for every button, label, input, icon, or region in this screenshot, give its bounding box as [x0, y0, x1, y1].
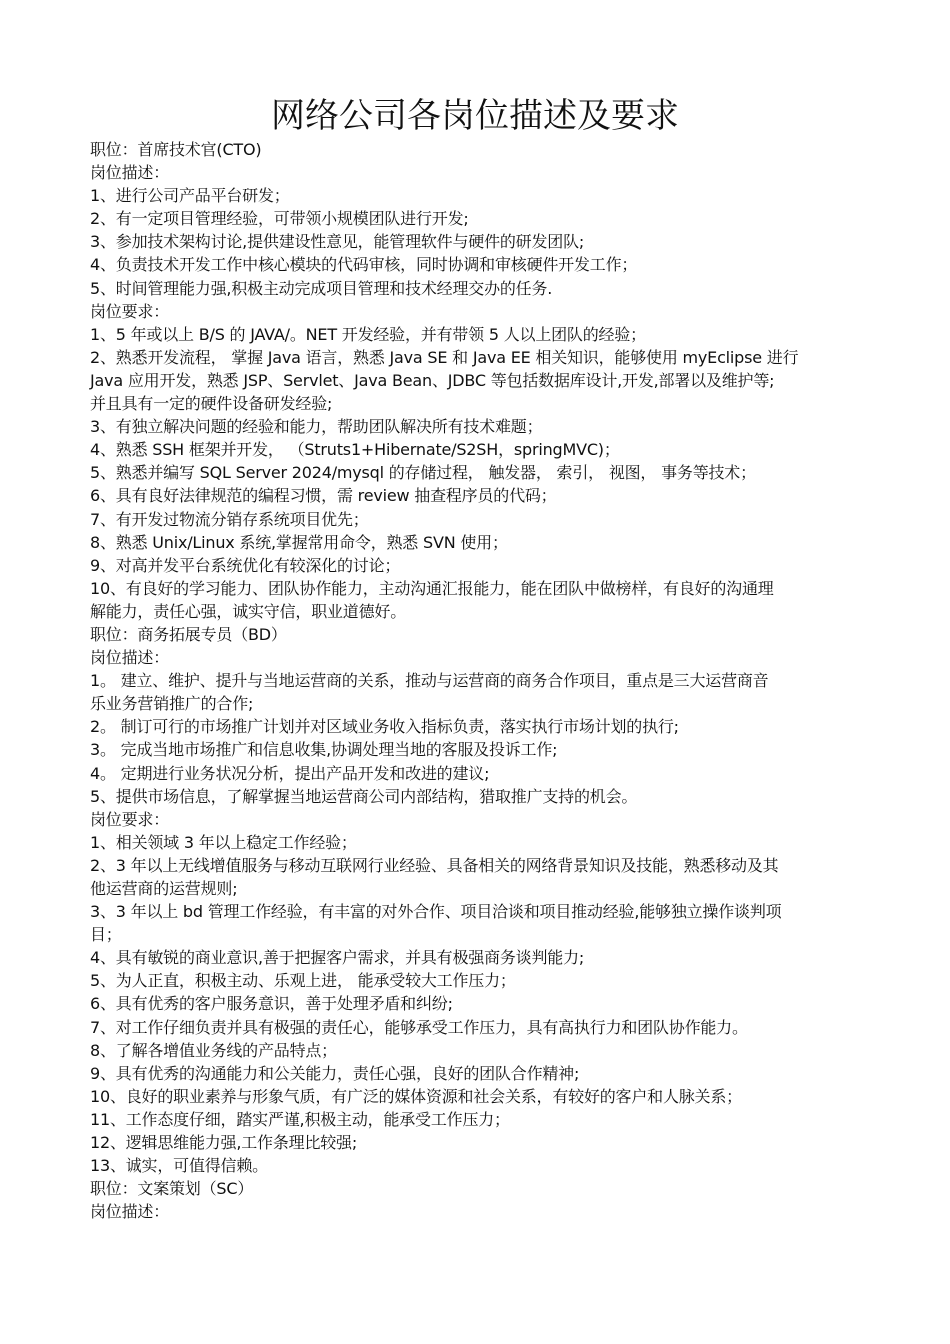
- text-line: 3。 完成当地市场推广和信息收集,协调处理当地的客服及投诉工作;: [90, 740, 558, 760]
- text-line: 10、良好的职业素养与形象气质，有广泛的媒体资源和社会关系，有较好的客户和人脉关系；: [90, 1086, 742, 1106]
- text-line: 岗位要求：: [90, 301, 170, 321]
- text-line: 2。 制订可行的市场推广计划并对区域业务收入指标负责，落实执行市场计划的执行;: [90, 717, 679, 737]
- text-line: 1、5 年或以上 B/S 的 JAVA/。NET 开发经验，并有带领 5 人以上团队的经验；: [90, 324, 646, 344]
- text-line: 8、熟悉 Unix/Linux 系统,掌握常用命令，熟悉 SVN 使用；: [90, 532, 508, 552]
- text-line: 2、熟悉开发流程， 掌握 Java 语言，熟悉 Java SE 和 Java EE 相关知识，能够使用 myEclipse 进行: [90, 347, 799, 367]
- text-line: 4、熟悉 SSH 框架并开发， （Struts1+Hibernate/S2SH，springMVC)；: [90, 440, 620, 460]
- text-line: 职位：首席技术官(CTO): [90, 140, 262, 159]
- text-line: 9、具有优秀的沟通能力和公关能力，责任心强，良好的团队合作精神;: [90, 1063, 580, 1083]
- text-line: 10、有良好的学习能力、团队协作能力，主动沟通汇报能力，能在团队中做榜样，有良好的沟通理: [90, 578, 774, 598]
- text-line: 13、诚实，可值得信赖。: [90, 1156, 268, 1176]
- text-line: 4、具有敏锐的商业意识,善于把握客户需求，并具有极强商务谈判能力;: [90, 948, 585, 968]
- text-line: 3、参加技术架构讨论,提供建设性意见，能管理软件与硬件的研发团队;: [90, 232, 585, 252]
- text-line: Java 应用开发，熟悉 JSP、Servlet、Java Bean、JDBC 等包括数据库设计,开发,部署以及维护等;: [90, 370, 775, 390]
- text-line: 7、有开发过物流分销存系统项目优先；: [90, 509, 369, 529]
- text-line: 3、3 年以上 bd 管理工作经验，有丰富的对外合作、项目洽谈和项目推动经验,能够独立操作谈判项: [90, 902, 782, 922]
- text-line: 岗位描述：: [90, 648, 170, 668]
- text-line: 5、提供市场信息，了解掌握当地运营商公司内部结构，猎取推广支持的机会。: [90, 786, 638, 806]
- text-line: 4、负责技术开发工作中核心模块的代码审核，同时协调和审核硬件开发工作；: [90, 255, 638, 275]
- document-title: 网络公司各岗位描述及要求: [271, 96, 679, 136]
- text-line: 岗位描述：: [90, 1202, 170, 1222]
- text-line: 岗位描述：: [90, 163, 170, 183]
- text-line: 乐业务营销推广的合作;: [90, 694, 254, 714]
- document-body: [90, 138, 862, 1223]
- text-line: 12、逻辑思维能力强,工作条理比较强;: [90, 1133, 358, 1153]
- text-line: 2、3 年以上无线增值服务与移动互联网行业经验、具备相关的网络背景知识及技能，熟悉移动及其: [90, 855, 779, 875]
- text-line: 岗位要求：: [90, 809, 170, 829]
- text-line: 3、有独立解决问题的经验和能力，帮助团队解决所有技术难题；: [90, 417, 543, 437]
- text-line: 5、为人正直，积极主动、乐观上进， 能承受较大工作压力；: [90, 971, 516, 991]
- text-line: 7、对工作仔细负责并具有极强的责任心，能够承受工作压力，具有高执行力和团队协作能力。: [90, 1017, 748, 1037]
- text-line: 8、了解各增值业务线的产品特点；: [90, 1040, 337, 1060]
- text-line: 并且具有一定的硬件设备研发经验;: [90, 394, 333, 414]
- text-line: 5、熟悉并编写 SQL Server 2024/mysql 的存储过程， 触发器， 索引， 视图， 事务等技术；: [90, 463, 756, 483]
- text-line: 5、时间管理能力强,积极主动完成项目管理和技术经理交办的任务.: [90, 278, 553, 298]
- text-line: 9、对高并发平台系统优化有较深化的讨论；: [90, 555, 401, 575]
- text-line: 2、有一定项目管理经验，可带领小规模团队进行开发;: [90, 209, 469, 229]
- text-line: 目；: [90, 925, 122, 945]
- text-line: 6、具有优秀的客户服务意识，善于处理矛盾和纠纷;: [90, 994, 453, 1014]
- text-line: 1、相关领域 3 年以上稳定工作经验；: [90, 832, 357, 852]
- text-line: 1。 建立、维护、提升与当地运营商的关系，推动与运营商的商务合作项目，重点是三大运营商音: [90, 671, 769, 691]
- text-line: 6、具有良好法律规范的编程习惯，需 review 抽查程序员的代码；: [90, 486, 557, 506]
- text-line: 1、进行公司产品平台研发；: [90, 186, 290, 206]
- text-line: 11、工作态度仔细，踏实严谨,积极主动，能承受工作压力；: [90, 1109, 510, 1129]
- text-line: 他运营商的运营规则;: [90, 879, 238, 898]
- text-line: 4。 定期进行业务状况分析，提出产品开发和改进的建议;: [90, 763, 490, 783]
- text-line: 职位：文案策划（SC）: [90, 1179, 254, 1199]
- text-line: 解能力，责任心强，诚实守信，职业道德好。: [90, 601, 407, 621]
- text-line: 职位：商务拓展专员（BD）: [90, 624, 287, 644]
